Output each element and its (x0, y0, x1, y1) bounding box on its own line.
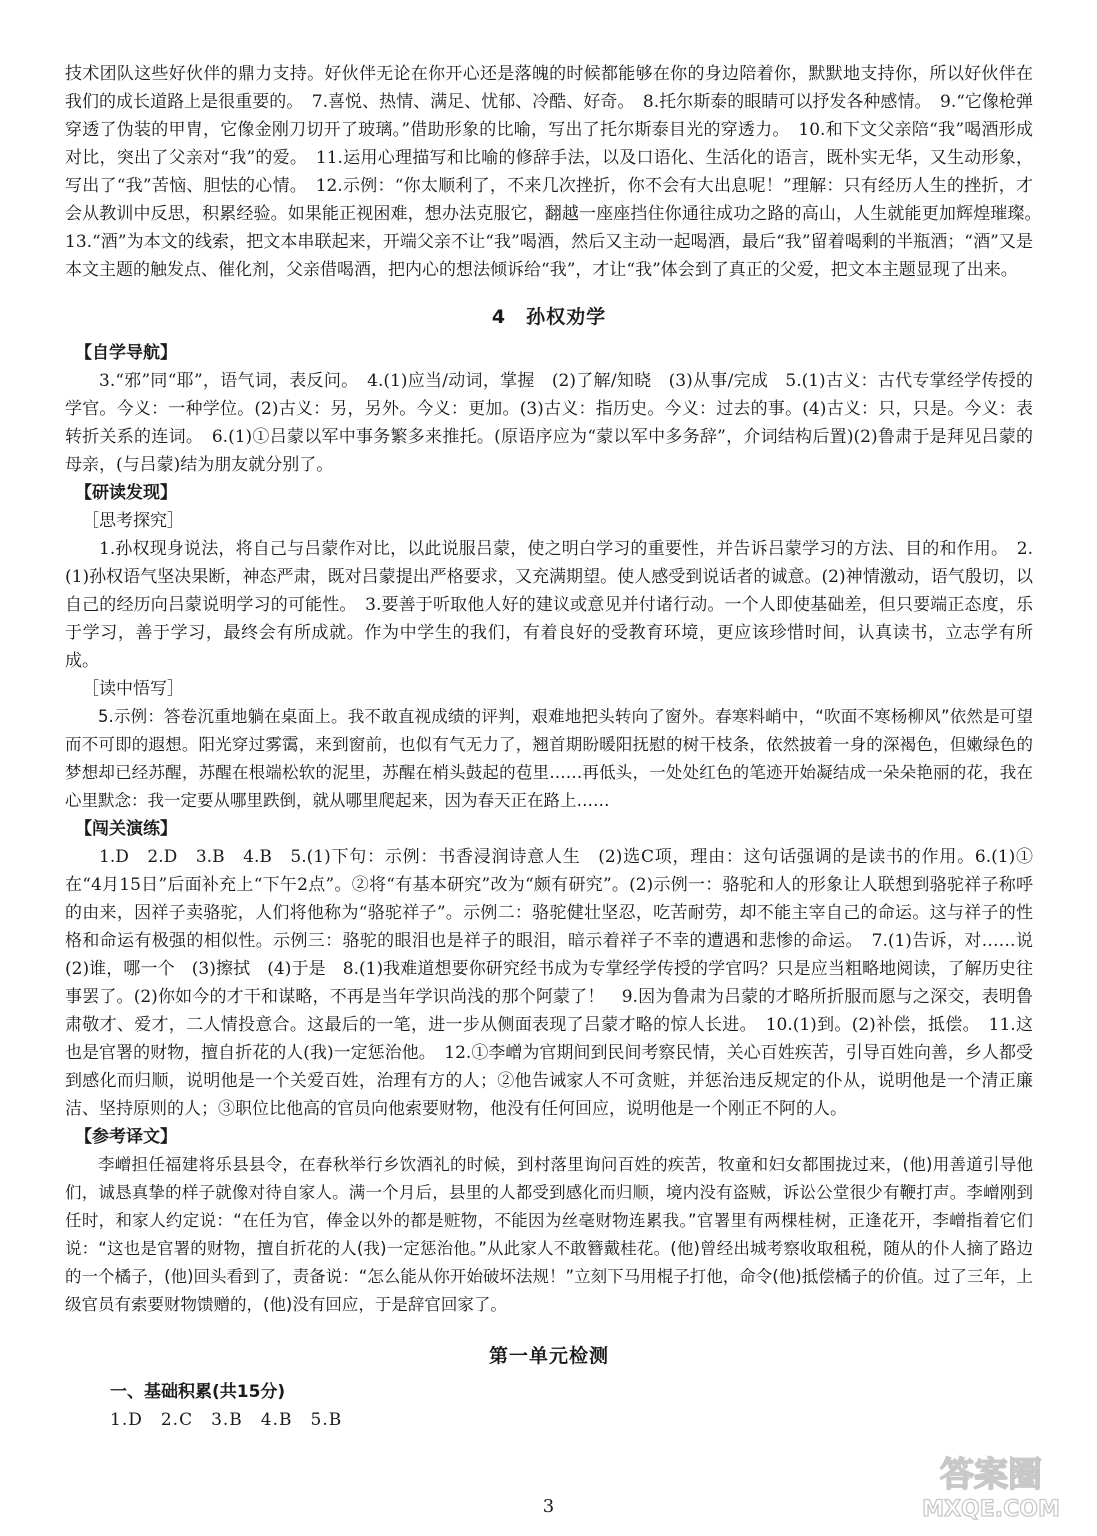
chuangguan-heading: 【闯关演练】 (75, 819, 177, 839)
cankao-heading: 【参考译文】 (75, 1127, 177, 1147)
yandu-heading: 【研读发现】 (75, 483, 177, 503)
zixue-text: 3.“邪”同“耶”，语气词，表反问。 4.(1)应当/动词，掌握 (2)了解/知晓 (3)从事/完成 5.(1)古义：古代专掌经学传授的学官。今义：一种学位。(2)古义：另，另外。今义：更加。(3)古义：指历史。今义：过去的事。(4)古义：只，只是。今义：表转折关系的连词。 6.(1)①吕蒙以军中事务繁多来推托。(原语序应为“蒙以军中多务辞”，介词结构后置)(2)鲁肃于是拜见吕蒙的母亲，(与吕蒙)结为朋友就分别了。 (65, 371, 1033, 475)
zixue-heading: 【自学导航】 (75, 343, 177, 363)
sikao-text: 1.孙权现身说法，将自己与吕蒙作对比，以此说服吕蒙，使之明白学习的重要性，并告诉吕蒙学习的方法、目的和作用。 2.(1)孙权语气坚决果断，神态严肃，既对吕蒙提出严格要求，又充满期望。使人感受到说话者的诚意。(2)神情激动，语气殷切，以自己的经历向吕蒙说明学习的可能性。 3.要善于听取他人好的建议或意见并付诸行动。一个人即使基础差，但只要端正态度，乐于学习，善于学习，最终会有所成就。作为中学生的我们，有着良好的受教育环境，更应该珍惜时间，认真读书，立志学有所成。 (65, 539, 1033, 671)
sikao-heading: ［思考探究］ (82, 511, 184, 531)
chuangguan-text: 1.D 2.D 3.B 4.B 5.(1)下句：示例：书香浸润诗意人生 (2)选C项，理由：这句话强调的是读书的作用。6.(1)①在“4月15日”后面补充上“下午2点”。②将“有基本研究”改为“颇有研究”。(2)示例一：骆驼和人的形象让人联想到骆驼祥子称呼的由来，因祥子卖骆驼，人们将他称为“骆驼祥子”。示例二：骆驼健壮坚忍，吃苦耐劳，却不能主宰自己的命运。这与祥子的性格和命运有极强的相似性。示例三：骆驼的眼泪也是祥子的眼泪，暗示着祥子不幸的遭遇和悲惨的命运。 7.(1)告诉，对……说 (2)谁，哪一个 (3)擦拭 (4)于是 8.(1)我难道想要你研究经书成为专掌经学传授的学官吗？只是应当粗略地阅读，了解历史往事罢了。(2)你如今的才干和谋略，不再是当年学识尚浅的那个阿蒙了！ 9.因为鲁肃为吕蒙的才略所折服而愿与之深交，表明鲁肃敬才、爱才，二人情投意合。这最后的一笔，进一步从侧面表现了吕蒙才略的惊人长进。 10.(1)到。(2)补偿，抵偿。 11.这也是官署的财物，擅自折花的人(我)一定惩治他。 12.①李嶒为官期间到民间考察民情，关心百姓疾苦，引导百姓向善，乡人都受到感化而归顺，说明他是一个关爱百姓，治理有方的人；②他告诫家人不可贪赃，并惩治违反规定的仆从，说明他是一个清正廉洁、坚持原则的人；③职位比他高的官员向他索要财物，他没有任何回应，说明他是一个刚正不阿的人。 (65, 847, 1050, 1119)
part1-answers: 1.D 2.C 3.B 4.B 5.B (110, 1410, 343, 1430)
cankao-text: 李嶒担任福建将乐县县令，在春秋举行乡饮酒礼的时候，到村落里询问百姓的疾苦，牧童和妇女都围拢过来，(他)用善道引导他们，诚恳真挚的样子就像对待自家人。满一个月后，县里的人都受到感化而归顺，境内没有盗贼，诉讼公堂很少有鞭打声。李嶒刚到任时，和家人约定说：“在任为官，俸金以外的都是赃物，不能因为丝毫财物连累我。”官署里有两棵桂树，正逢花开，李嶒指着它们说：“这也是官署的财物，擅自折花的人(我)一定惩治他。”从此家人不敢簪戴桂花。(他)曾经出城考察收取租税，随从的仆人摘了路边的一个橘子，(他)回头看到了，责备说：“怎么能从你开始破坏法规！”立刻下马用棍子打他，命令(他)抵偿橘子的价值。过了三年，上级官员有索要财物馈赠的，(他)没有回应，于是辞官回家了。 (65, 1155, 1033, 1314)
watermark-logo (904, 1448, 1079, 1522)
page-number: 3 (542, 1496, 555, 1517)
watermark-logo-text: 答案圈 (940, 1455, 1042, 1495)
lesson-title: 4 孙权劝学 (491, 306, 607, 328)
part1-heading: 一、基础积累(共15分) (110, 1382, 286, 1402)
duzhong-heading: ［读中悟写］ (82, 679, 184, 699)
duzhong-text: 5.示例：答卷沉重地躺在桌面上。我不敢直视成绩的评判，艰难地把头转向了窗外。春寒料峭中，“吹面不寒杨柳风”依然是可望而不可即的遐想。阳光穿过雾霭，来到窗前，也似有气无力了，翘首期盼暖阳抚慰的树干枝条，依然披着一身的深褐色，但嫩绿色的梦想却已经苏醒，苏醒在根端松软的泥里，苏醒在梢头鼓起的苞里……再低头，一处处红色的笔迹开始凝结成一朵朵艳丽的花，我在心里默念：我一定要从哪里跌倒，就从哪里爬起来，因为春天正在路上…… (65, 707, 1033, 810)
page-content (65, 60, 1050, 1434)
watermark-url: MXQE.COM (922, 1497, 1060, 1522)
unit-test-title: 第一单元检测 (488, 1345, 609, 1367)
intro-paragraph: 技术团队这些好伙伴的鼎力支持。好伙伴无论在你开心还是落魄的时候都能够在你的身边陪着你，默默地支持你，所以好伙伴在我们的成长道路上是很重要的。 7.喜悦、热情、满足、忧郁、冷酷、好奇。 8.托尔斯泰的眼睛可以抒发各种感情。 9.“它像枪弹穿透了伪装的甲胄，它像金刚刀切开了玻璃。”借助形象的比喻，写出了托尔斯泰目光的穿透力。 10.和下文父亲陪“我”喝酒形成对比，突出了父亲对“我”的爱。 11.运用心理描写和比喻的修辞手法，以及口语化、生活化的语言，既朴实无华，又生动形象，写出了“我”苦恼、胆怯的心情。 12.示例：“你太顺利了，不来几次挫折，你不会有大出息呢！”理解：只有经历人生的挫折，才会从教训中反思，积累经验。如果能正视困难，想办法克服它，翻越一座座挡住你通往成功之路的高山，人生就能更加辉煌璀璨。 13.“酒”为本文的线索，把文本串联起来，开端父亲不让“我”喝酒，然后又主动一起喝酒，最后“我”留着喝剩的半瓶酒；“酒”又是本文主题的触发点、催化剂，父亲借喝酒，把内心的想法倾诉给“我”，才让“我”体会到了真正的父爱，把文本主题显现了出来。 (65, 64, 1050, 280)
